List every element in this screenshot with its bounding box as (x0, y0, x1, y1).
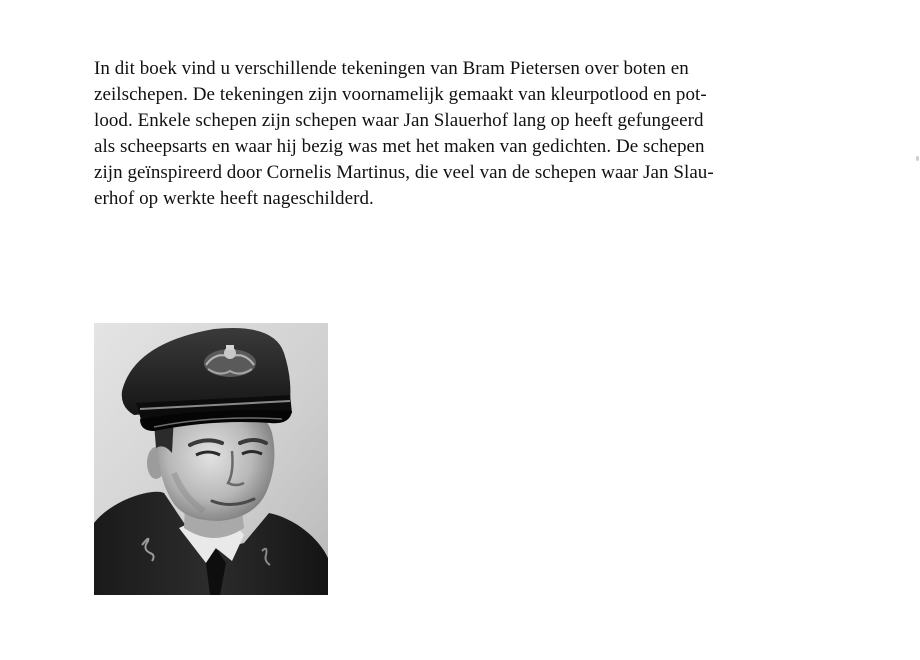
portrait-photo (94, 323, 328, 595)
paragraph-line: In dit boek vind u verschillende tekeningen van Bram Pietersen over boten en (94, 58, 689, 79)
intro-paragraph (94, 56, 794, 212)
paragraph-line: als scheepsarts en waar hij bezig was met het maken van gedichten. De schepen (94, 136, 705, 157)
paragraph-line: zijn geïnspireerd door Cornelis Martinus, die veel van de schepen waar Jan Slau- (94, 162, 714, 183)
stray-mark (916, 156, 919, 161)
portrait-illustration (94, 323, 328, 595)
paragraph-line: zeilschepen. De tekeningen zijn voornamelijk gemaakt van kleurpotlood en pot- (94, 84, 707, 105)
paragraph-line: erhof op werkte heeft nageschilderd. (94, 188, 374, 209)
paragraph-line: lood. Enkele schepen zijn schepen waar Jan Slauerhof lang op heeft gefungeerd (94, 110, 704, 131)
